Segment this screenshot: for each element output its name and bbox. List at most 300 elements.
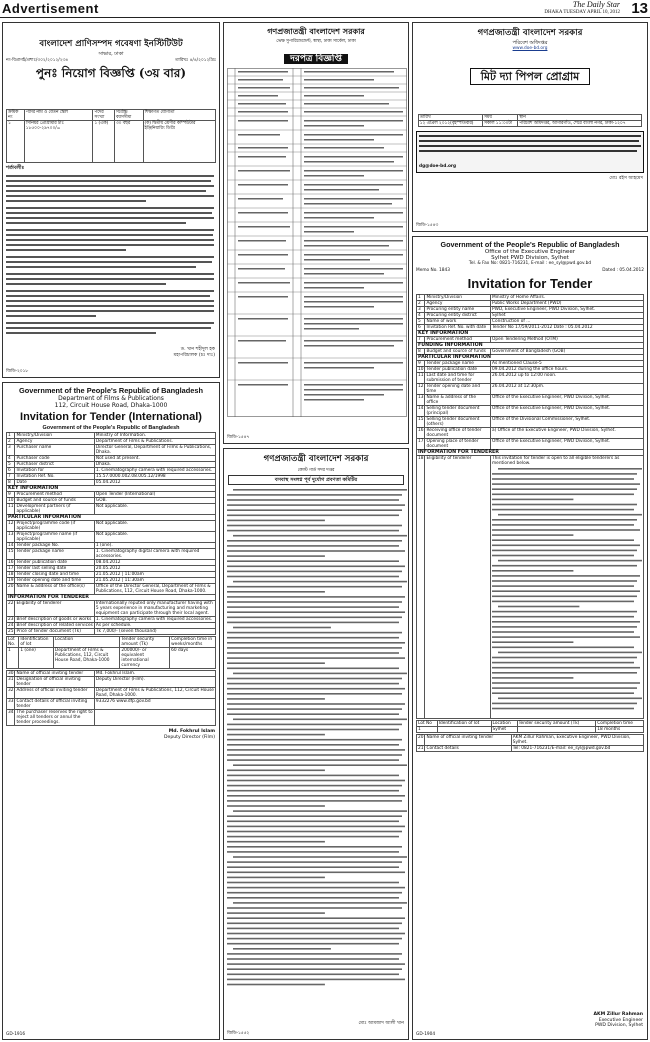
- text-line: [227, 938, 402, 940]
- text-line: [227, 913, 325, 915]
- text-line: [233, 489, 407, 491]
- col-header: পদের সংখ্যা: [93, 110, 114, 121]
- text-line: [233, 581, 407, 583]
- col-header: সময়: [483, 115, 518, 121]
- cell-value: Office of the Director General, Department of Films & Publications, 112, Circuit House Road, Dhaka-1000.: [94, 584, 215, 595]
- table-row: [417, 428, 644, 439]
- text-line: [492, 565, 637, 567]
- table-row: [7, 468, 216, 474]
- text-line: [227, 795, 405, 797]
- signer-name: ড. খান শহীদুল হক: [180, 347, 215, 353]
- cell-label: Procuring entity district: [425, 313, 491, 319]
- text-line: [492, 550, 637, 552]
- table-row: [7, 648, 216, 669]
- schedule-table: [418, 114, 643, 127]
- cell-label: Tender publication date: [15, 560, 94, 566]
- text-line: [227, 663, 325, 665]
- cell: সিনিয়র প্রোগ্রামার টাঃ ১৮৫০০-২৯৭০০/=: [24, 121, 93, 163]
- table-row: [7, 688, 216, 699]
- cell-label: Invitation Ref. No. with date: [425, 325, 491, 331]
- text-line: [227, 698, 325, 700]
- text-line: [233, 902, 407, 904]
- lot-cell: 1: [7, 648, 19, 669]
- col-header: পদের নাম ও বেতন স্কেল: [24, 110, 93, 121]
- text-line: [227, 862, 402, 864]
- section-particular: PARTICULAR INFORMATION: [7, 515, 216, 521]
- ad-dorpotro: [223, 22, 409, 444]
- table-header-row: [7, 110, 216, 121]
- lot-cell: Department of Films & Publications, 112, Circuit House Road, Dhaka-1000: [53, 648, 119, 669]
- text-line: [492, 662, 634, 664]
- cell-no: 15: [417, 417, 425, 428]
- ad-pwd-tender: [412, 236, 648, 1040]
- cell-no: 31: [7, 677, 15, 688]
- cell-label: Procurement method: [425, 337, 491, 343]
- cell-no: 25: [8, 629, 14, 634]
- page-header: [0, 0, 650, 18]
- text-line: [492, 499, 573, 501]
- text-line: [227, 749, 405, 751]
- lot-header: Completion time in weeks/months: [170, 637, 216, 648]
- lot-header: Lot No: [417, 721, 438, 727]
- table-row: [7, 617, 216, 623]
- cell-value: a) Office of the Executive Engineer, PWD Division, Sylhet.: [491, 428, 644, 439]
- signature-block: [593, 1012, 643, 1029]
- text-line: [227, 928, 399, 930]
- text-line: [227, 515, 399, 517]
- text-line: [227, 867, 399, 869]
- text-line: [227, 632, 402, 634]
- text-line: [498, 652, 642, 654]
- text-line: [492, 489, 637, 491]
- intro-text: [413, 90, 647, 112]
- text-line: [492, 535, 573, 537]
- cell-no: 2: [7, 439, 15, 445]
- cell-value: 15.57.0000.002.08.005.12/1998: [94, 474, 215, 480]
- text-line: [492, 530, 640, 532]
- contact-email[interactable]: dg@doe-bd.org: [419, 164, 457, 170]
- ad-recruitment: [2, 22, 220, 378]
- cell-label: Designation of official inviting tender: [15, 677, 94, 688]
- text-line: [227, 724, 402, 726]
- text-line: [227, 877, 325, 879]
- cell-label: Selling tender document (principal): [425, 406, 491, 417]
- text-line: [492, 693, 634, 695]
- office-name: Department of Films & Publications: [58, 395, 164, 402]
- cell-no: 11: [7, 504, 15, 515]
- cell-value: Tender No 17/59/2011-2012 Date : 05.04.2012: [491, 325, 644, 331]
- table-row: [417, 384, 644, 395]
- text-line: [227, 571, 402, 573]
- text-line: [227, 520, 325, 522]
- gov-name: গণপ্রজাতন্ত্রী বাংলাদেশ সরকার: [263, 454, 369, 464]
- cell-value: As per schedule.: [94, 623, 215, 629]
- signer-title: Deputy Director (Film): [163, 734, 215, 740]
- cell-no: 1: [417, 295, 425, 301]
- text-line: [227, 683, 399, 685]
- cell-label: Selling tender document (others): [425, 417, 491, 428]
- cell-no: 3: [7, 445, 15, 456]
- cell-no: 2: [417, 301, 425, 307]
- text-line: [492, 637, 640, 639]
- cell-label: Tender closing date and time: [15, 572, 94, 578]
- signer-unit: PWD Division, Sylhet: [595, 1023, 643, 1029]
- text-line: [492, 519, 637, 521]
- text-line: [227, 729, 399, 731]
- schedule-venue: পরিবেশ অধিদপ্তর, আগারগাঁও, শেরে বাংলা নগর, ঢাকা-১২০৭: [518, 121, 642, 127]
- cell-value: Dhaka.: [94, 462, 215, 468]
- cell-no: 16: [8, 560, 14, 565]
- text-line: [227, 897, 399, 899]
- ad-title: Invitation for Tender (International): [20, 411, 202, 423]
- cell-no: 14: [8, 543, 14, 548]
- cell-no: 23: [8, 617, 14, 622]
- cell-label: Name of official inviting tender: [15, 671, 94, 677]
- text-line: [227, 785, 402, 787]
- text-line: [498, 606, 579, 608]
- signer-name: AKM Zillur Rahman: [593, 1012, 643, 1018]
- text-line: [227, 846, 402, 848]
- cell-no: 1: [7, 433, 15, 439]
- ad-title: পুনঃ নিয়োগ বিজ্ঞপ্তি (৩য় বার): [35, 66, 187, 81]
- text-line: [492, 591, 640, 593]
- cell-no: 6: [7, 468, 15, 474]
- cell-label: The purchaser reserves the right to reject all tenders or annul the tender proceedings.: [16, 710, 93, 725]
- ad-title: Invitation for Tender: [467, 276, 593, 292]
- text-line: [227, 969, 402, 971]
- table-row: [417, 406, 644, 417]
- text-line: [492, 642, 573, 644]
- text-line: [492, 632, 634, 634]
- cell-label: Price of tender document (Tk): [15, 629, 94, 635]
- table-row: [417, 417, 644, 428]
- text-line: [227, 780, 405, 782]
- text-line: [492, 683, 640, 685]
- cell-label: Invitation for: [15, 468, 94, 474]
- signature-block: [3, 726, 219, 740]
- table-row: [417, 727, 644, 733]
- text-line: [233, 765, 407, 767]
- lot-cell: 60 days: [170, 648, 216, 669]
- eligibility-text: This invitation for tender is open to all eligible tenderers as mentioned below.: [492, 456, 620, 467]
- lot-header: Lot No.: [7, 637, 19, 648]
- ad-code: GD-1904: [416, 1032, 436, 1037]
- table-row: [7, 629, 216, 635]
- text-line: [227, 494, 402, 496]
- cell-label: Budget and source of funds: [425, 349, 491, 355]
- website-link[interactable]: www.doe-bd.org: [512, 46, 548, 52]
- lot-header: Location: [53, 637, 119, 648]
- notice-subject: বসবাস্থ সংলগ্ন পূর্ব দুর্যোগ প্রবণতা কমিটির: [228, 475, 404, 485]
- text-line: [233, 948, 331, 950]
- text-line: [227, 693, 402, 695]
- cell-no: 21: [418, 746, 424, 752]
- cell-label: Date: [15, 480, 94, 486]
- ad-title: দরপত্র বিজ্ঞপ্তি: [284, 54, 348, 64]
- text-line: [492, 576, 640, 578]
- cell-no: 33: [7, 699, 15, 710]
- table-row: [417, 395, 644, 406]
- cell-label: Agency: [425, 301, 491, 307]
- cell-label: Contact details: [425, 746, 511, 752]
- cell: ১ (এক): [93, 121, 114, 163]
- text-line: [227, 958, 399, 960]
- text-line: [227, 607, 399, 609]
- text-line: [492, 657, 637, 659]
- cell-value: 1 (one).: [94, 543, 215, 549]
- cell-no: 15: [7, 549, 15, 560]
- ad-code: জিডি-১৫৪৭: [227, 435, 250, 440]
- page-number: 13: [631, 0, 648, 17]
- section-key-info: KEY INFORMATION: [417, 331, 644, 337]
- masthead: [544, 1, 620, 17]
- text-line: [492, 688, 637, 690]
- text-line: [498, 514, 642, 516]
- cell-no: 11: [417, 373, 425, 384]
- lot-table: [416, 720, 644, 733]
- ad-govt-notice: [223, 448, 409, 1040]
- cell-value: [94, 710, 215, 726]
- office-name: পরিবেশ অধিদপ্তর: [512, 40, 548, 46]
- cell-no: 18: [8, 572, 14, 577]
- lot-cell: 1: [417, 727, 438, 733]
- cell-value: 05.04.2012: [94, 480, 215, 486]
- cell-value: Open Tender (International): [94, 492, 215, 498]
- text-line: [233, 719, 407, 721]
- cell-no: 24: [8, 623, 14, 628]
- text-line: [492, 586, 634, 588]
- cell-no: 7: [7, 474, 15, 480]
- col-header: ক্রমিক নং: [7, 110, 25, 121]
- text-line: [227, 974, 399, 976]
- signature-block: [3, 347, 219, 358]
- text-line: [227, 851, 399, 853]
- text-line: [227, 841, 325, 843]
- cell-label: Tender last selling date: [15, 566, 94, 572]
- lot-header: Tender security amount (Tk): [120, 637, 170, 648]
- cell-label: Project/programme name (if applicable): [15, 532, 94, 543]
- text-line: [227, 744, 399, 746]
- gov-name: Government of the People's Republic of Bangladesh: [440, 240, 620, 249]
- ad-code: জিডি-২০১৮: [6, 369, 29, 374]
- text-line: [492, 509, 634, 511]
- cell-label: Name & address of the office: [425, 395, 491, 406]
- cell-label: Opening place of tender document: [425, 439, 491, 450]
- cell-value: Director General, Department of Films & Publications, Dhaka.: [94, 445, 215, 456]
- table-row: [7, 121, 216, 163]
- cell-value: 1. Cinematography digital camera with required accessories.: [94, 549, 215, 560]
- cell-value: Government of Bangladesh (GOB): [491, 349, 644, 355]
- table-row: [7, 549, 216, 560]
- text-line: [492, 525, 634, 527]
- table-row: [7, 445, 216, 456]
- text-line: [227, 550, 405, 552]
- cell-label: Purchaser district: [15, 462, 94, 468]
- cell-no: 5: [7, 462, 15, 468]
- dorpotro-table: [227, 68, 407, 418]
- text-line: [227, 872, 405, 874]
- cell-value: 26.04.2012 at 12:30pm.: [491, 384, 644, 395]
- cell-value: As mentioned Clause-5: [491, 361, 644, 367]
- cell-value: Office of the Executive Engineer, PWD Division, Sylhet.: [491, 406, 644, 417]
- text-line: [492, 484, 640, 486]
- cell-no: 18: [417, 456, 425, 719]
- cell-no: 17: [8, 566, 14, 571]
- text-line: [233, 535, 407, 537]
- cell-no: 13: [417, 395, 425, 406]
- cell-label: Invitation Ref. No.: [15, 474, 94, 480]
- cell-value: 9332276 www.dfp.gov.bd: [94, 699, 215, 710]
- section-key-info: KEY INFORMATION: [7, 486, 216, 492]
- text-line: [492, 672, 637, 674]
- memo-date: তারিখঃ ৪/৪/২০১২খ্রিঃ: [175, 58, 216, 64]
- cell-no: 10: [418, 367, 424, 373]
- cell-label: Tender publication date: [425, 367, 491, 373]
- text-line: [492, 494, 634, 496]
- text-line: [492, 616, 634, 618]
- section-funding: FUNDING INFORMATION: [417, 343, 644, 349]
- text-line: [227, 652, 399, 654]
- cell-label: Procuring entity name: [425, 307, 491, 313]
- gov-name: গণপ্রজাতন্ত্রী বাংলাদেশ সরকার: [477, 28, 583, 38]
- text-line: [227, 703, 405, 705]
- tender-table: [6, 432, 216, 635]
- cell-value: [491, 456, 644, 719]
- cell-value: Office of the Executive Engineer, PWD Division, Sylhet.: [491, 395, 644, 406]
- cell-value: Construction of ...: [491, 319, 644, 325]
- text-line: [492, 627, 637, 629]
- text-line: [227, 800, 402, 802]
- cell-value: Ministry of Information.: [94, 433, 215, 439]
- text-line: [492, 479, 634, 481]
- cell-no: 8: [7, 480, 15, 486]
- cell-value: Deputy Director (Film).: [94, 677, 215, 688]
- cell-label: Tender package No.: [15, 543, 94, 549]
- text-line: [227, 770, 325, 772]
- cell-no: 20: [7, 584, 15, 595]
- text-line: [227, 805, 325, 807]
- cell-label: Contact details of official inviting tender: [15, 699, 94, 710]
- col-header: তারিখ: [418, 115, 482, 121]
- text-line: [227, 907, 402, 909]
- cell-label: Brief description of goods or works: [15, 617, 94, 623]
- cell-no: 13: [7, 532, 15, 543]
- text-line: [227, 561, 399, 563]
- cell-no: 6: [417, 325, 425, 331]
- cell-label: Receiving office of tender document: [425, 428, 491, 439]
- signer-name: মোঃ আমজাদ আলী খান: [358, 1021, 404, 1027]
- text-line: [227, 601, 402, 603]
- conditions-text-lines: [6, 173, 216, 343]
- text-line: [227, 709, 402, 711]
- org-name: বাংলাদেশ প্রাণিসম্পদ গবেষণা ইনস্টিটিউট: [39, 39, 183, 49]
- intro-text: [3, 87, 219, 109]
- schedule-time: সকাল ১১:০০টা: [483, 121, 518, 127]
- cell-no: 3: [417, 307, 425, 313]
- conditions-body: [3, 173, 219, 347]
- text-line: [227, 918, 405, 920]
- office-name: কোস্ট গার্ড সদর দপ্তর: [297, 468, 335, 473]
- text-line: [498, 698, 642, 700]
- cell-value: GOB.: [94, 498, 215, 504]
- memo-date: Dated : 05.04.2012: [602, 268, 644, 274]
- cell-label: Tender package name: [15, 549, 94, 560]
- text-line: [492, 474, 637, 476]
- lot-cell: [437, 727, 491, 733]
- ad-doe: [412, 22, 648, 232]
- cell-value: Not applicable.: [94, 521, 215, 532]
- text-line: [227, 754, 402, 756]
- text-line: [227, 739, 402, 741]
- text-line: [492, 611, 637, 613]
- text-line: [227, 596, 405, 598]
- text-line: [492, 545, 640, 547]
- cell-label: Tender opening date and time: [425, 384, 491, 395]
- cell-no: 10: [8, 498, 14, 503]
- lot-header: Tender security amount (Tk): [517, 721, 596, 727]
- cell-value: Internationally reputed only manufacturer having with 5 years experience in manufacturing and marketing equipment can participate through their local agent.: [94, 601, 215, 617]
- table-subtitle: Government of the People's Republic of Bangladesh: [42, 425, 180, 431]
- cell-value: PWD, Executive Engineer, PWD Division, Sylhet.: [491, 307, 644, 313]
- cell-value: Sylhet: [491, 313, 644, 319]
- cell-no: 14: [417, 406, 425, 417]
- lot-cell: 18 months: [596, 727, 644, 733]
- text-line: [227, 790, 399, 792]
- cell-label: Name of official inviting tender: [425, 735, 511, 746]
- lot-header: Completion time: [596, 721, 644, 727]
- table-row: [417, 373, 644, 384]
- cell-value: Ministry of Home Affairs.: [491, 295, 644, 301]
- text-line: [227, 540, 402, 542]
- text-line: [227, 775, 399, 777]
- section-info-tenderer: INFORMATION FOR TENDERER: [417, 450, 644, 456]
- table-row: [7, 504, 216, 515]
- text-line: [233, 856, 407, 858]
- org-address: সাভার, ঢাকা: [98, 51, 124, 57]
- table-row: [418, 121, 642, 127]
- signer-name: Md. Fokhrul Islam: [168, 729, 215, 734]
- cell-value: 20.05.2012: [94, 566, 215, 572]
- cell-label: Budget and source of funds: [15, 498, 94, 504]
- cell-value: Not applicable.: [94, 532, 215, 543]
- cell-value: 1. Cinematography camera with required accessories.: [94, 468, 215, 474]
- text-line: [227, 510, 402, 512]
- text-line: [227, 882, 399, 884]
- tender-table: [416, 294, 644, 719]
- cell-no: 22: [7, 601, 15, 617]
- cell-label: Development partners (if applicable): [15, 504, 94, 515]
- cell-label: Purchaser code: [15, 456, 94, 462]
- cell: (ক) দ্বিতীয় শ্রেণীর কম্পিউটার ইঞ্জিনিয়ারিং ডিগ্রি: [143, 121, 215, 163]
- cell-label: Ministry/Division: [425, 295, 491, 301]
- office-name: Office of the Executive Engineer: [484, 249, 576, 255]
- text-line: [227, 617, 402, 619]
- text-line: [227, 658, 405, 660]
- table-row: [7, 677, 216, 688]
- signer-title: মহাপরিচালক (চঃ দাঃ): [173, 353, 215, 358]
- cell-value: Open Tendering Method (OTM): [491, 337, 644, 343]
- text-line: [492, 708, 634, 710]
- cell-value: 1. Cinematography camera with required accessories.: [94, 617, 215, 623]
- text-line: [498, 560, 642, 562]
- lot-header: Identification of lot: [437, 721, 491, 727]
- cell-value: Public Works Department (PWD): [491, 301, 644, 307]
- cell-value: 09.04.2012 during the office hours.: [491, 367, 644, 373]
- text-line: [492, 504, 637, 506]
- cell-label: Brief description of related services: [16, 623, 93, 628]
- lot-cell: [517, 727, 596, 733]
- office-address: 112, Circuit House Road, Dhaka-1000: [54, 402, 168, 409]
